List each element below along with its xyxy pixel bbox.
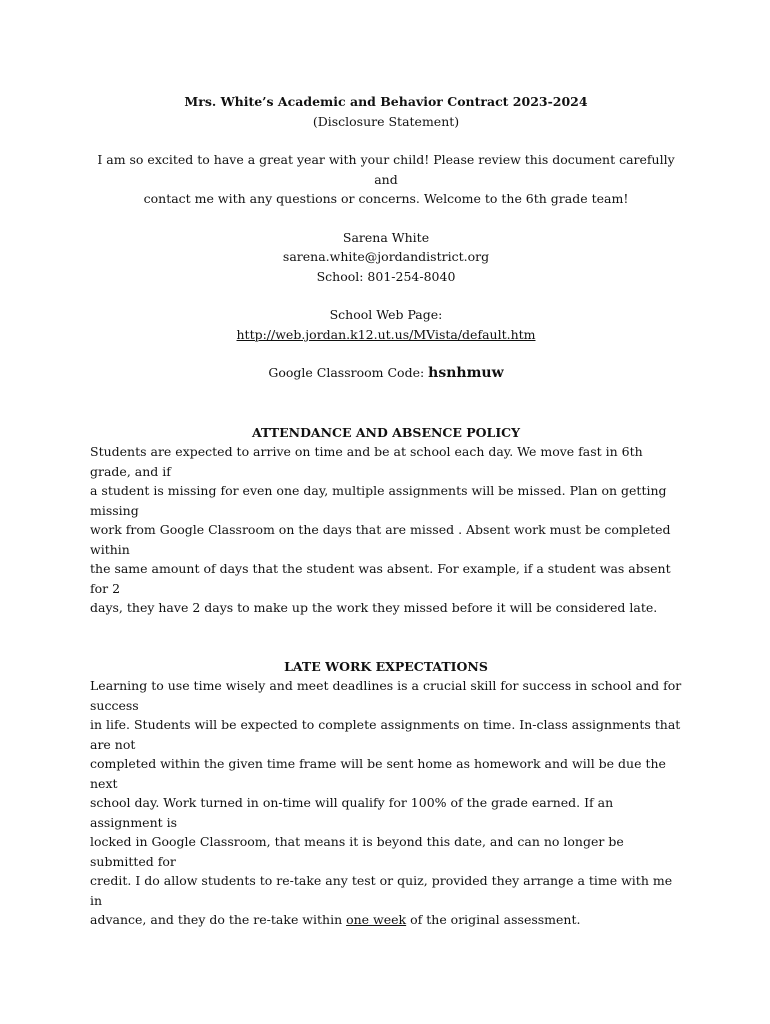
late-work-text: of the original assessment. — [406, 912, 581, 927]
attendance-line: work from Google Classroom on the days that are missed . Absent work must be completed within — [90, 522, 671, 557]
late-work-line: school day. Work turned in on-time will qualify for 100% of the grade earned. If an assignment is — [90, 795, 614, 830]
intro-line-2: contact me with any questions or concerns. Welcome to the 6th grade team! — [143, 191, 629, 206]
spacer — [90, 384, 682, 423]
late-work-heading: LATE WORK EXPECTATIONS — [284, 658, 488, 674]
late-work-line: completed within the given time frame will be sent home as homework and will be due the next — [90, 756, 666, 791]
spacer — [90, 131, 682, 150]
spacer — [90, 209, 682, 228]
late-work-line: credit. I do allow students to re-take any test or quiz, provided they arrange a time with me in — [90, 873, 673, 908]
teacher-email: sarena.white@jordandistrict.org — [282, 249, 490, 264]
late-work-line: in life. Students will be expected to complete assignments on time. In-class assignments that are not — [90, 717, 681, 752]
document-title: Mrs. White’s Academic and Behavior Contract 2023-2024 — [184, 94, 588, 109]
web-page-link-wrap — [90, 325, 682, 345]
attendance-line: a student is missing for even one day, multiple assignments will be missed. Plan on getting missing — [90, 483, 667, 518]
spacer — [90, 286, 682, 305]
teacher-name: Sarena White — [342, 229, 430, 245]
one-week-emphasis: one week — [346, 912, 407, 927]
document-page — [90, 92, 682, 930]
late-work-text: advance, and they do the re-take within — [90, 912, 347, 927]
late-work-line: Learning to use time wisely and meet deadlines is a crucial skill for success in school and for success — [90, 678, 682, 713]
attendance-heading: ATTENDANCE AND ABSENCE POLICY — [251, 424, 521, 440]
attendance-line: the same amount of days that the student was absent. For example, if a student was absent for 2 — [90, 561, 671, 596]
classroom-code: hsnhmuw — [428, 365, 504, 381]
attendance-paragraph — [90, 442, 682, 618]
attendance-line: days, they have 2 days to make up the work they missed before it will be considered late. — [90, 600, 658, 615]
school-phone: School: 801-254-8040 — [316, 268, 456, 284]
web-page-link[interactable]: http://web.jordan.k12.ut.us/MVista/default.htm — [236, 326, 536, 342]
late-work-paragraph — [90, 676, 682, 930]
late-work-line-last — [90, 910, 682, 930]
classroom-code-label: Google Classroom Code: — [268, 365, 429, 380]
attendance-line: Students are expected to arrive on time and be at school each day. We move fast in 6th grade, and if — [90, 444, 643, 479]
late-work-line: locked in Google Classroom, that means it is beyond this date, and can no longer be submitted for — [90, 834, 624, 869]
spacer — [90, 618, 682, 657]
classroom-code-line — [90, 363, 682, 384]
document-subtitle: (Disclosure Statement) — [312, 113, 460, 129]
web-page-label: School Web Page: — [329, 307, 443, 322]
spacer — [90, 344, 682, 363]
intro-line-1: I am so excited to have a great year with your child! Please review this document carefully and — [97, 152, 675, 187]
